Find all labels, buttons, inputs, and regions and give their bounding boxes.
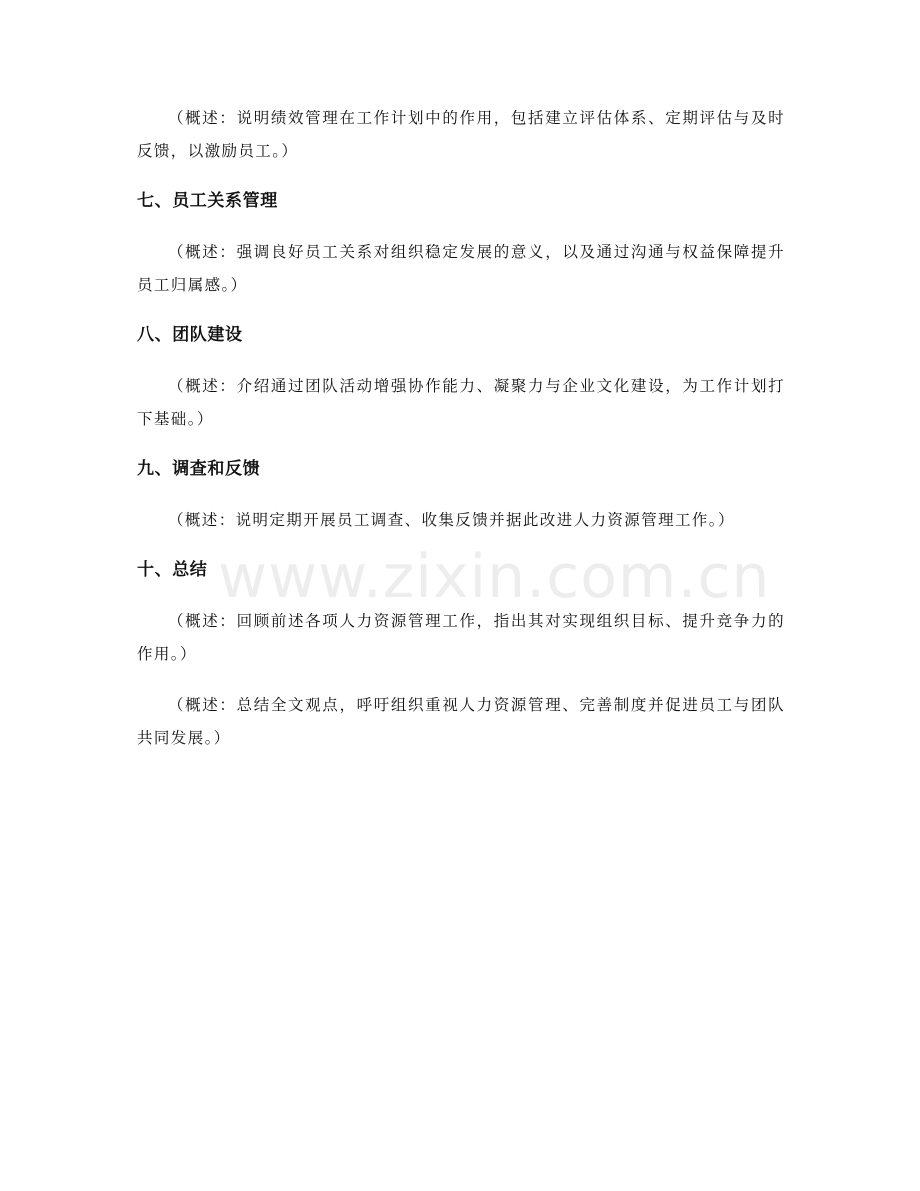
section-7-heading: 七、员工关系管理 <box>137 191 278 211</box>
intro-paragraph: （概述：说明绩效管理在工作计划中的作用，包括建立评估体系、定期评估与及时反馈，以激励员工。） <box>137 109 785 160</box>
section-10-paragraph: （概述：回顾前述各项人力资源管理工作，指出其对实现组织目标、提升竞争力的作用。） <box>137 612 785 663</box>
section-7-paragraph: （概述：强调良好员工关系对组织稳定发展的意义，以及通过沟通与权益保障提升员工归属感。） <box>137 243 785 294</box>
document-page <box>137 102 785 773</box>
section-9-heading: 九、调查和反馈 <box>137 459 261 479</box>
section-9-paragraph: （概述：说明定期开展员工调查、收集反馈并据此改进人力资源管理工作。） <box>168 511 735 529</box>
section-8-heading: 八、团队建设 <box>137 325 243 345</box>
section-10-heading: 十、总结 <box>137 560 208 580</box>
watermark-text: www.zixin.com.cn <box>218 542 771 612</box>
closing-paragraph: （概述：总结全文观点，呼吁组织重视人力资源管理、完善制度并促进员工与团队共同发展。） <box>137 696 785 747</box>
section-8-paragraph: （概述：介绍通过团队活动增强协作能力、凝聚力与企业文化建设，为工作计划打下基础。） <box>137 377 785 428</box>
